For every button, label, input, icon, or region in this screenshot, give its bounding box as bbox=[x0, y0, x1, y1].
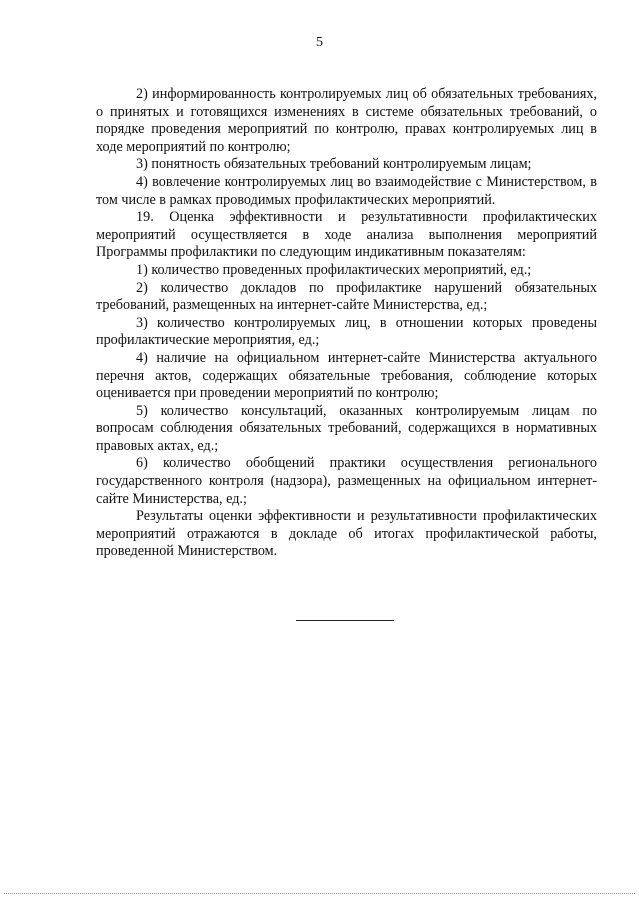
results-paragraph: Результаты оценки эффективности и результативности профилактических мероприятий отражаются в докладе об итогах профилактической работы, проведенной Министерством. bbox=[96, 508, 597, 560]
indicator-4: 4) наличие на официальном интернет-сайте Министерства актуального перечня актов, содержащих обязательные требования, соблюдение которых оценивается при проведении мероприятий по контролю; bbox=[96, 349, 597, 402]
paragraph-item-4-involvement: 4) вовлечение контролируемых лиц во взаимодействие с Министерством, в том числе в рамках проводимых профилактических мероприятий. bbox=[96, 173, 597, 208]
indicator-3: 3) количество контролируемых лиц, в отношении которых проведены профилактические мероприятия, ед.; bbox=[96, 314, 597, 349]
end-divider bbox=[296, 620, 394, 621]
indicator-2: 2) количество докладов по профилактике нарушений обязательных требований, размещенных на интернет-сайте Министерства, ед.; bbox=[96, 279, 597, 314]
indicator-1: 1) количество проведенных профилактических мероприятий, ед.; bbox=[136, 261, 532, 278]
paragraph-item-3-clarity: 3) понятность обязательных требований контролируемым лицам; bbox=[136, 156, 532, 173]
paragraph-item-2-awareness: 2) информированность контролируемых лиц об обязательных требованиях, о принятых и готовящихся изменениях в системе обязательных требований, о порядке проведения мероприятий по контролю, правах контролируемых лиц в ходе мероприятий по контролю; bbox=[96, 86, 597, 155]
indicator-6: 6) количество обобщений практики осуществления регионального государственного контроля (надзора), размещенных на официальном интернет-сайте Министерства, ед.; bbox=[96, 455, 597, 507]
paragraph-section-19: 19. Оценка эффективности и результативности профилактических мероприятий осуществляется в ходе анализа выполнения мероприятий Программы профилактики по следующим индикативным показателям: bbox=[96, 209, 597, 261]
page-number: 5 bbox=[316, 35, 323, 50]
document-body bbox=[96, 86, 597, 561]
scan-bottom-edge bbox=[4, 893, 635, 894]
indicator-5: 5) количество консультаций, оказанных контролируемым лицам по вопросам соблюдения обязательных требований, содержащихся в нормативных правовых актах, ед.; bbox=[96, 402, 597, 454]
